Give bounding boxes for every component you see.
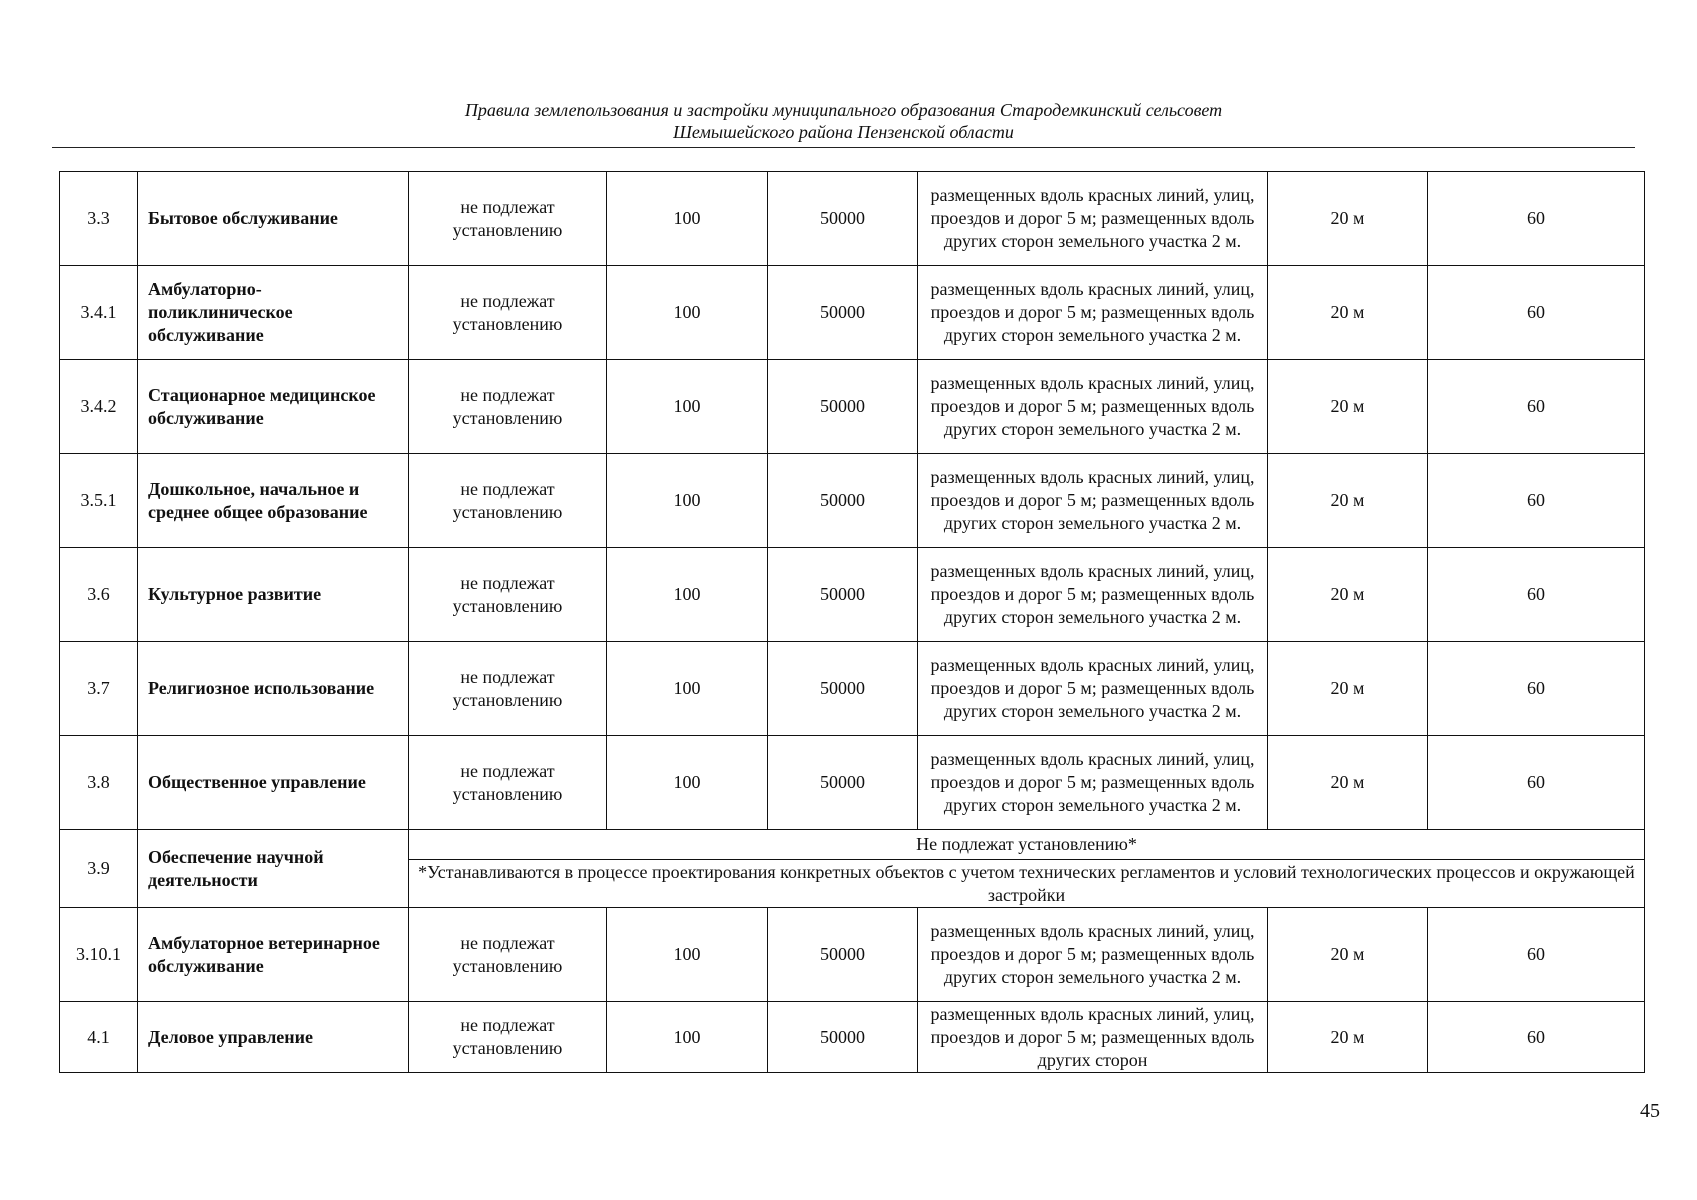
max-area-cell: 50000	[768, 266, 918, 360]
coverage-cell: 60	[1428, 172, 1645, 266]
min-area-cell: 100	[607, 266, 768, 360]
table-row	[60, 266, 1645, 360]
table-row	[60, 454, 1645, 548]
header-line-2: Шемышейского района Пензенской области	[673, 122, 1014, 142]
setback-cell: размещенных вдоль красных линий, улиц, проездов и дорог 5 м; размещенных вдоль других сторон земельного участка 2 м.	[918, 736, 1268, 830]
height-cell: 20 м	[1268, 548, 1428, 642]
table-row	[60, 360, 1645, 454]
coverage-cell: 60	[1428, 1002, 1645, 1073]
page-number: 45	[1640, 1100, 1660, 1122]
max-area-cell: 50000	[768, 1002, 918, 1073]
max-area-cell: 50000	[768, 548, 918, 642]
min-area-cell: 100	[607, 1002, 768, 1073]
use-name: Деловое управление	[138, 1002, 409, 1073]
zone-code: 4.1	[60, 1002, 138, 1073]
max-area-cell: 50000	[768, 642, 918, 736]
table-row	[60, 736, 1645, 830]
design-process-note: *Устанавливаются в процессе проектирования конкретных объектов с учетом технических регламентов и условий технологических процессов и окружающей застройки	[409, 860, 1645, 908]
coverage-cell: 60	[1428, 736, 1645, 830]
table-row	[60, 1002, 1645, 1073]
zone-code: 3.4.1	[60, 266, 138, 360]
setback-cell: размещенных вдоль красных линий, улиц, проездов и дорог 5 м; размещенных вдоль других сторон земельного участка 2 м.	[918, 266, 1268, 360]
height-cell: 20 м	[1268, 1002, 1428, 1073]
use-name: Религиозное использование	[138, 642, 409, 736]
min-size-cell: не подлежат установлению	[409, 548, 607, 642]
setback-cell: размещенных вдоль красных линий, улиц, проездов и дорог 5 м; размещенных вдоль других сторон земельного участка 2 м.	[918, 548, 1268, 642]
zone-code: 3.3	[60, 172, 138, 266]
max-area-cell: 50000	[768, 172, 918, 266]
use-name: Стационарное медицинское обслуживание	[138, 360, 409, 454]
setback-cell: размещенных вдоль красных линий, улиц, проездов и дорог 5 м; размещенных вдоль других сторон земельного участка 2 м.	[918, 454, 1268, 548]
setback-cell: размещенных вдоль красных линий, улиц, проездов и дорог 5 м; размещенных вдоль других сторон земельного участка 2 м.	[918, 172, 1268, 266]
table-row	[60, 548, 1645, 642]
height-cell: 20 м	[1268, 360, 1428, 454]
use-name: Амбулаторное ветеринарное обслуживание	[138, 908, 409, 1002]
zone-code: 3.6	[60, 548, 138, 642]
coverage-cell: 60	[1428, 360, 1645, 454]
zone-code: 3.8	[60, 736, 138, 830]
setback-text: размещенных вдоль красных линий, улиц, проездов и дорог 5 м; размещенных вдоль других сторон	[930, 1003, 1255, 1070]
table-row	[60, 642, 1645, 736]
min-size-cell: не подлежат установлению	[409, 360, 607, 454]
min-area-cell: 100	[607, 548, 768, 642]
header-line-1: Правила землепользования и застройки муниципального образования Стародемкинский сельсовет	[464, 100, 1223, 120]
not-established-note: Не подлежат установлению*	[409, 830, 1645, 860]
use-name: Бытовое обслуживание	[138, 172, 409, 266]
height-cell: 20 м	[1268, 908, 1428, 1002]
height-cell: 20 м	[1268, 266, 1428, 360]
coverage-cell: 60	[1428, 266, 1645, 360]
height-cell: 20 м	[1268, 172, 1428, 266]
min-area-cell: 100	[607, 172, 768, 266]
coverage-cell: 60	[1428, 908, 1645, 1002]
setback-cell: размещенных вдоль красных линий, улиц, проездов и дорог 5 м; размещенных вдоль других сторон земельного участка 2 м.	[918, 908, 1268, 1002]
min-size-cell: не подлежат установлению	[409, 172, 607, 266]
setback-cell: размещенных вдоль красных линий, улиц, проездов и дорог 5 м; размещенных вдоль других сторон земельного участка 2 м.	[918, 642, 1268, 736]
zone-code: 3.4.2	[60, 360, 138, 454]
zone-code: 3.7	[60, 642, 138, 736]
max-area-cell: 50000	[768, 908, 918, 1002]
regulations-table	[59, 171, 1645, 1073]
header-divider	[52, 147, 1635, 148]
max-area-cell: 50000	[768, 454, 918, 548]
use-name: Дошкольное, начальное и среднее общее образование	[138, 454, 409, 548]
min-area-cell: 100	[607, 908, 768, 1002]
use-name: Амбулаторно-поликлиническое обслуживание	[138, 266, 409, 360]
use-name: Обеспечение научной деятельности	[138, 830, 409, 908]
setback-cell: размещенных вдоль красных линий, улиц, проездов и дорог 5 м; размещенных вдоль других сторон земельного участка 2 м.	[918, 360, 1268, 454]
zone-code: 3.5.1	[60, 454, 138, 548]
use-name: Культурное развитие	[138, 548, 409, 642]
min-area-cell: 100	[607, 454, 768, 548]
coverage-cell: 60	[1428, 548, 1645, 642]
setback-cell	[918, 1002, 1268, 1073]
min-size-cell: не подлежат установлению	[409, 1002, 607, 1073]
use-name: Общественное управление	[138, 736, 409, 830]
min-area-cell: 100	[607, 642, 768, 736]
min-area-cell: 100	[607, 360, 768, 454]
document-header	[52, 99, 1635, 143]
min-size-cell: не подлежат установлению	[409, 642, 607, 736]
zone-code: 3.10.1	[60, 908, 138, 1002]
height-cell: 20 м	[1268, 454, 1428, 548]
coverage-cell: 60	[1428, 642, 1645, 736]
zone-code: 3.9	[60, 830, 138, 908]
min-size-cell: не подлежат установлению	[409, 736, 607, 830]
height-cell: 20 м	[1268, 642, 1428, 736]
min-size-cell: не подлежат установлению	[409, 454, 607, 548]
table-row-special	[60, 830, 1645, 860]
max-area-cell: 50000	[768, 360, 918, 454]
min-area-cell: 100	[607, 736, 768, 830]
max-area-cell: 50000	[768, 736, 918, 830]
height-cell: 20 м	[1268, 736, 1428, 830]
min-size-cell: не подлежат установлению	[409, 266, 607, 360]
table-row	[60, 908, 1645, 1002]
table-row	[60, 172, 1645, 266]
coverage-cell: 60	[1428, 454, 1645, 548]
min-size-cell: не подлежат установлению	[409, 908, 607, 1002]
